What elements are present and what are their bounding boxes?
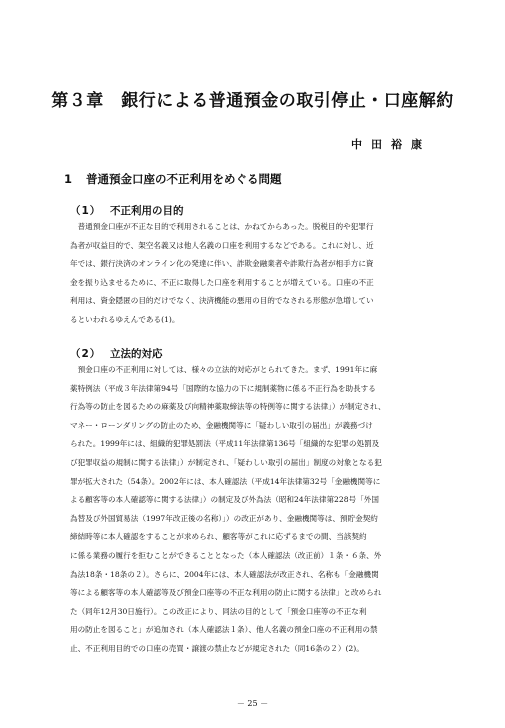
paragraph-line: 行為等の防止を図るための麻薬及び向精神薬取締法等の特例等に関する法律」）が制定され、	[70, 402, 386, 412]
paragraph-line: るといわれるゆえんである(1)。	[70, 314, 180, 324]
paragraph-line: 薬特例法（平成３年法律第94号「国際的な協力の下に規制薬物に係る不正行為を助長する	[70, 383, 376, 393]
author-name: 中田裕康	[351, 138, 431, 151]
paragraph-line: 締結時等に本人確認をすることが求められ、顧客等がこれに応ずるまでの間、当該契約	[70, 532, 367, 542]
paragraph-line: 普通預金口座が不正な目的で利用されることは、かねてからあった。脱税目的や犯罪行	[77, 222, 374, 231]
chapter-title: 第３章 銀行による普通預金の取引停止・口座解約	[51, 91, 454, 111]
paragraph-line: に係る業務の履行を拒むことができることとなった（本人確認法（改正前）１条・６条、外	[70, 550, 382, 560]
section-heading	[64, 171, 282, 187]
subsection-1-paragraph	[70, 218, 439, 330]
paragraph-line: 為法18条・18条の２）。さらに、2004年には、本人確認法が改正され、名称も「金融機関	[70, 569, 379, 579]
subsection-2-heading	[70, 346, 163, 361]
paragraph-line: 金を振り込ませるために、不正に取得した口座を利用することが増えている。口座の不正	[70, 277, 374, 287]
paragraph-line: 止、不正利用目的での口座の売買・譲渡の禁止などが規定された（同16条の２）(2)。	[70, 643, 364, 653]
paragraph-line: よる顧客等の本人確認等に関する法律」）の制定及び外為法（昭和24年法律第228号「外国	[70, 495, 379, 505]
subsection-1-number: （1）	[70, 205, 102, 217]
subsection-1-title: 不正利用の目的	[110, 205, 184, 217]
paragraph-line: 為者が収益目的で、架空名義又は他人名義の口座を利用するなどである。これに対し、近	[70, 240, 374, 250]
paragraph-line: た（同年12月30日施行）。この改正により、同法の目的として「預金口座等の不正な利	[70, 606, 367, 616]
paragraph-line: 利用は、資金隠匿の目的だけでなく、決済機能の悪用の目的でなされる形態が急増してい	[70, 296, 374, 306]
paragraph-line: 預金口座の不正利用に対しては、様々の立法的対応がとられてきた。まず、1991年に麻	[77, 365, 378, 374]
paragraph-line: 為替及び外国貿易法（1997年改正後の名称）」）の改正があり、金融機関等は、預貯金契約	[70, 513, 378, 523]
paragraph-line: 年では、銀行決済のオンライン化の発達に伴い、詐欺金融業者や詐欺行為者が相手方に資	[70, 259, 374, 269]
paragraph-line: 罪が拡大された（54条）。2002年には、本人確認法（平成14年法律第32号「金融機関等に	[70, 476, 381, 486]
subsection-1-heading	[70, 203, 184, 218]
subsection-2-paragraph	[70, 361, 439, 659]
section-title: 普通預金口座の不正利用をめぐる問題	[86, 172, 282, 186]
section-number: 1	[64, 172, 73, 186]
page-number: － 25 －	[236, 699, 269, 708]
subsection-2-number: （2）	[70, 348, 102, 360]
paragraph-line: マネー・ローンダリングの防止のため、金融機関等に「疑わしい取引の届出」が義務づけ	[70, 420, 373, 430]
paragraph-line: 用の防止を図ること」が追加され（本人確認法１条）、他人名義の預金口座の不正利用の禁	[70, 625, 378, 635]
paragraph-line: られた。1999年には、組織的犯罪処罰法（平成11年法律第136号「組織的な犯罪の処罰及	[70, 439, 380, 449]
paragraph-line: 等による顧客等の本人確認等及び預金口座等の不正な利用の防止に関する法律」と改められ	[70, 588, 382, 598]
paragraph-line: び犯罪収益の規制に関する法律」）が制定され、「疑わしい取引の届出」制度の対象となる犯	[70, 457, 382, 467]
subsection-2-title: 立法的対応	[110, 348, 163, 360]
